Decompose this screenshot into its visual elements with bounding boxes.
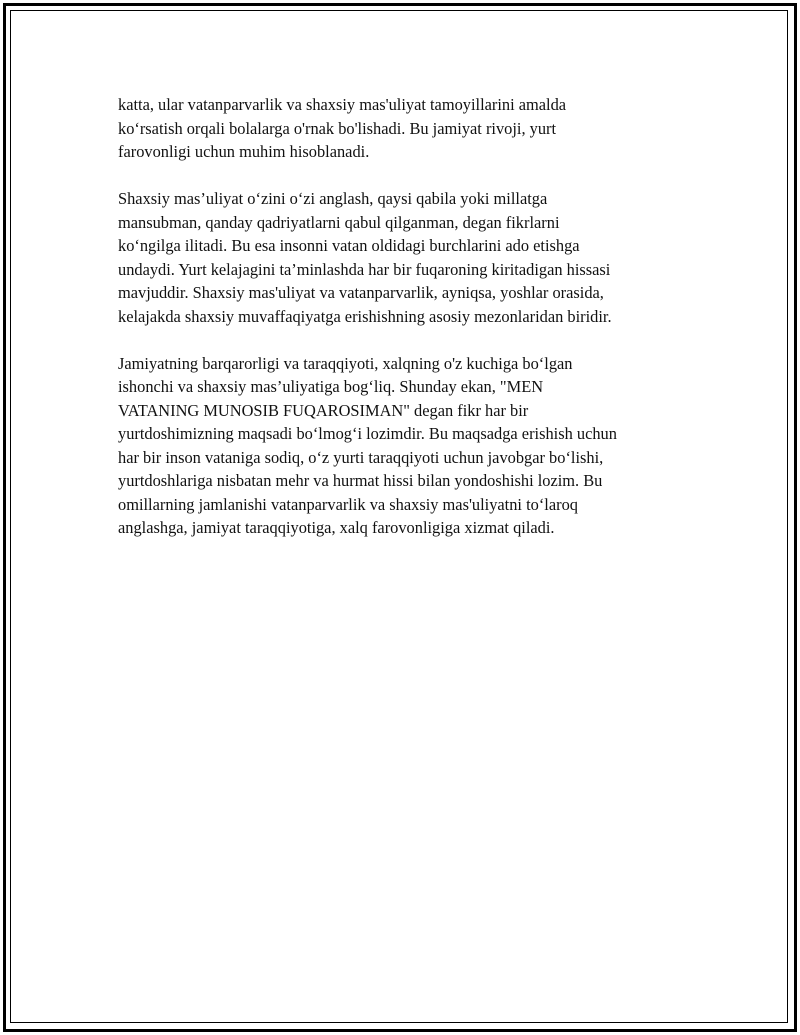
text-line: ishonchi va shaxsiy mas’uliyatiga bog‘liq. Shunday ekan, "MEN [118, 377, 544, 396]
text-line: omillarning jamlanishi vatanparvarlik va shaxsiy mas'uliyatni to‘laroq [118, 494, 578, 514]
document-body [118, 93, 698, 563]
text-line: ko‘rsatish orqali bolalarga o'rnak bo'lishadi. Bu jamiyat rivoji, yurt [118, 118, 557, 138]
text-line: yurtdoshlariga nisbatan mehr va hurmat hissi bilan yondoshishi lozim. Bu [118, 471, 603, 490]
text-line: anglashga, jamiyat taraqqiyotiga, xalq farovonligiga xizmat qiladi. [118, 518, 555, 537]
text-line: Jamiyatning barqarorligi va taraqqiyoti, xalqning o'z kuchiga bo‘lgan [118, 353, 573, 373]
text-line: mavjuddir. Shaxsiy mas'uliyat va vatanparvarlik, ayniqsa, yoshlar orasida, [118, 283, 604, 302]
text-line: Shaxsiy mas’uliyat o‘zini o‘zi anglash, qaysi qabila yoki millatga [118, 189, 548, 208]
paragraph-3 [118, 352, 698, 540]
text-line: katta, ular vatanparvarlik va shaxsiy mas'uliyat tamoyillarini amalda [118, 95, 567, 114]
text-line: kelajakda shaxsiy muvaffaqiyatga erishishning asosiy mezonlaridan biridir. [118, 306, 612, 326]
text-line: ko‘ngilga ilitadi. Bu esa insonni vatan oldidagi burchlarini ado etishga [118, 236, 580, 255]
text-line: undaydi. Yurt kelajagini ta’minlashda har bir fuqaroning kiritadigan hissasi [118, 259, 611, 279]
text-line: farovonligi uchun muhim hisoblanadi. [118, 142, 370, 161]
text-line: mansubman, qanday qadriyatlarni qabul qilganman, degan fikrlarni [118, 212, 560, 232]
text-line: har bir inson vataniga sodiq, o‘z yurti taraqqiyoti uchun javobgar bo‘lishi, [118, 447, 604, 467]
text-line: VATANING MUNOSIB FUQAROSIMAN" degan fikr har bir [118, 400, 529, 420]
paragraph-2 [118, 187, 698, 328]
text-line: yurtdoshimizning maqsadi bo‘lmog‘i lozimdir. Bu maqsadga erishish uchun [118, 424, 617, 443]
paragraph-1 [118, 93, 698, 164]
